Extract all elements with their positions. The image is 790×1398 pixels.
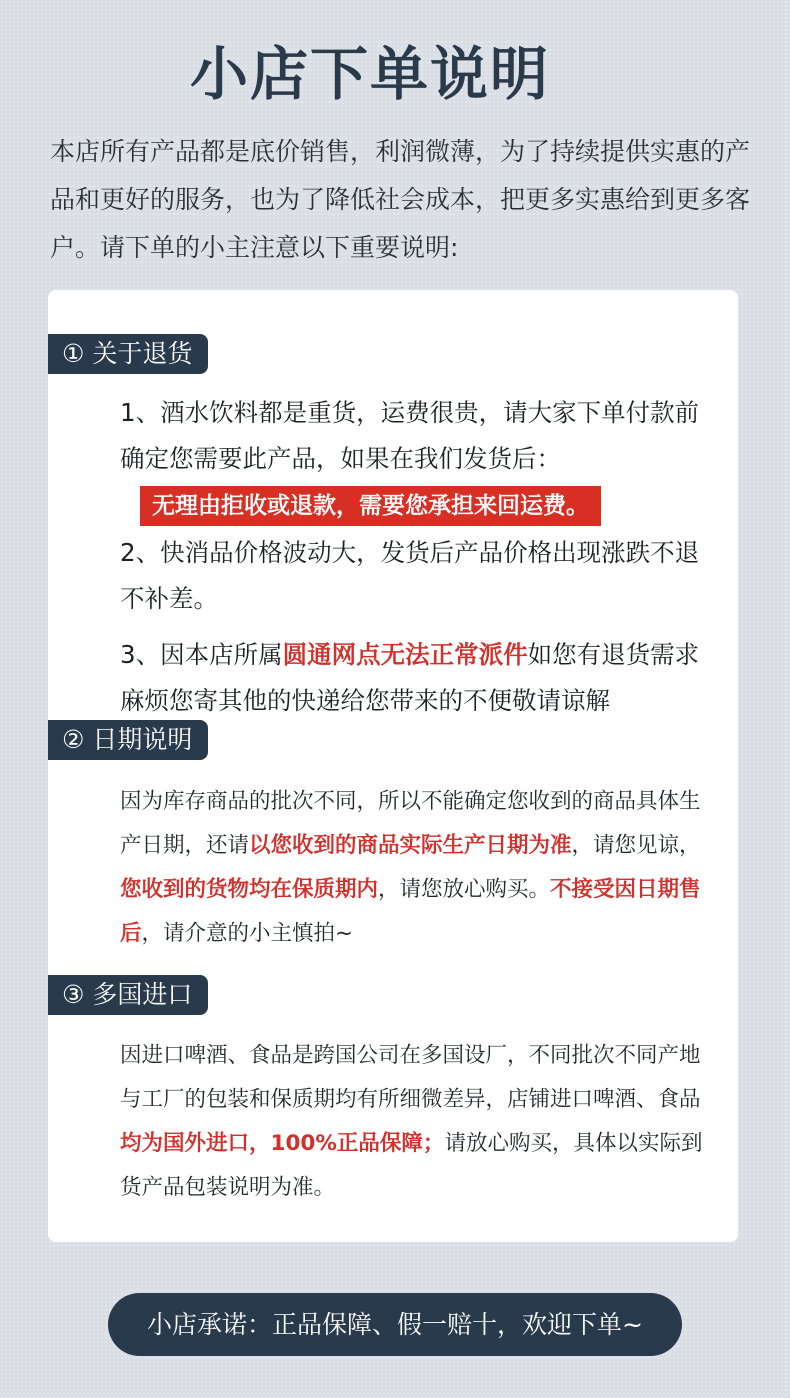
dates-text-2: ，请您见谅， xyxy=(571,833,701,858)
dates-highlight-2: 您收到的货物均在保质期内 xyxy=(120,877,379,902)
imports-highlight: 均为国外进口，100%正品保障； xyxy=(120,1131,445,1156)
section-tag-returns: ① 关于退货 xyxy=(48,334,208,374)
shop-promise-banner: 小店承诺：正品保障、假一赔十，欢迎下单~ xyxy=(108,1293,682,1356)
returns-item-3-highlight: 圆通网点无法正常派件 xyxy=(282,640,528,669)
returns-item-2: 2、快消品价格波动大，发货后产品价格出现涨跌不退不补差。 xyxy=(120,538,700,613)
returns-item-3 xyxy=(120,632,710,724)
returns-item-3-text-end: 如您有退货需求麻烦您寄其他的快递给您带来的不便敬请谅解 xyxy=(120,640,700,715)
section-tag-imports: ③ 多国进口 xyxy=(48,975,208,1015)
section-tag-dates: ② 日期说明 xyxy=(48,720,208,760)
returns-item-3-text: 3、因本店所属 xyxy=(120,640,283,669)
dates-text-1: 因为库存商品的批次不同，所以不能确定您收到的商品具体生产日期，还请 xyxy=(120,789,701,858)
returns-item-1: 1、酒水饮料都是重货，运费很贵，请大家下单付款前确定您需要此产品，如果在我们发货后： xyxy=(120,398,700,473)
dates-highlight-3: 不接受因日期售后 xyxy=(120,877,701,946)
intro-paragraph: 本店所有产品都是底价销售，利润微薄，为了持续提供实惠的产品和更好的服务，也为了降低社会成本，把更多实惠给到更多客户。请下单的小主注意以下重要说明: xyxy=(50,137,751,262)
returns-warning-banner: 无理由拒收或退款，需要您承担来回运费。 xyxy=(140,486,601,526)
dates-highlight-1: 以您收到的商品实际生产日期为准 xyxy=(249,833,572,858)
dates-text-4: ，请介意的小主慎拍~ xyxy=(141,921,354,946)
dates-section xyxy=(120,780,710,956)
imports-section xyxy=(120,1034,710,1210)
notice-card xyxy=(48,290,738,1242)
imports-text-2: 请放心购买，具体以实际到货产品包装说明为准。 xyxy=(120,1131,703,1200)
page-title: 小店下单说明 xyxy=(189,40,550,108)
imports-text-1: 因进口啤酒、食品是跨国公司在多国设厂，不同批次不同产地与工厂的包装和保质期均有所细微差异，店铺进口啤酒、食品 xyxy=(120,1043,701,1112)
dates-text-3: ，请您放心购买。 xyxy=(378,877,551,902)
returns-section xyxy=(120,390,710,734)
